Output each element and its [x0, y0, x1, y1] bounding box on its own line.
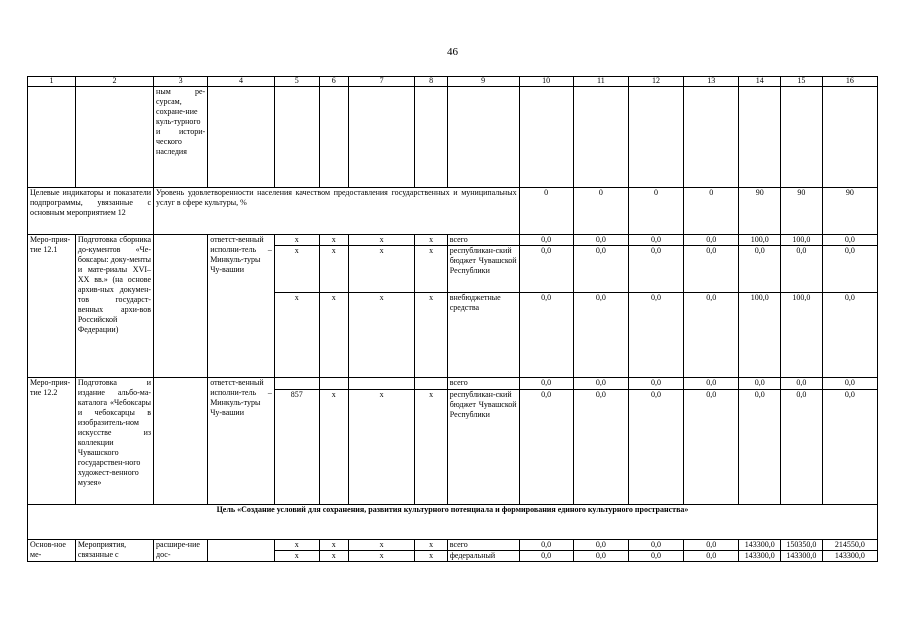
value-cell: 0,0 — [628, 551, 683, 562]
column-number: 13 — [684, 77, 739, 87]
code-cell: x — [319, 540, 348, 551]
value-cell: 0,0 — [628, 246, 683, 293]
column-number: 1 — [28, 77, 76, 87]
code-cell: x — [348, 551, 415, 562]
value-cell: 0,0 — [781, 390, 823, 505]
value-cell: 100,0 — [781, 293, 823, 378]
code-cell: x — [274, 293, 319, 378]
continuation-row — [28, 87, 878, 188]
funding-source: республикан-ский бюджет Чувашской Республики — [447, 390, 519, 505]
value-cell: 0,0 — [781, 378, 823, 390]
value-cell: 0,0 — [739, 378, 781, 390]
code-cell — [415, 378, 447, 390]
measure-12-2-description: Подготовка и издание альбо-ма-каталога «Чебоксары и чебоксарцы в изобразитель-ном искусстве из коллекции Чувашского государствен-ного художест-венного музея» — [75, 378, 153, 505]
column-number: 3 — [154, 77, 208, 87]
value-cell: 143300,0 — [781, 551, 823, 562]
column-number: 10 — [519, 77, 573, 87]
code-cell: x — [415, 235, 447, 246]
value-cell: 0,0 — [628, 378, 683, 390]
target-value: 0 — [628, 188, 683, 235]
value-cell: 0,0 — [822, 235, 877, 246]
goal-heading: Цель «Создание условий для сохранения, развития культурного потенциала и формирования единого культурного пространства» — [28, 505, 878, 540]
value-cell: 0,0 — [573, 540, 628, 551]
page-number: 46 — [447, 46, 458, 58]
value-cell: 0,0 — [684, 540, 739, 551]
code-cell: x — [415, 551, 447, 562]
value-cell: 0,0 — [822, 378, 877, 390]
main-measure-title: Основ-ное ме- — [28, 540, 76, 562]
code-cell — [348, 378, 415, 390]
code-cell: x — [348, 293, 415, 378]
targets-text: Уровень удовлетворенности населения качеством предоставления государственных и муниципальных услуг в сфере культуры, % — [154, 188, 520, 235]
budget-table — [27, 76, 878, 562]
code-cell: x — [319, 235, 348, 246]
value-cell: 0,0 — [573, 235, 628, 246]
funding-source: всего — [447, 378, 519, 390]
value-cell: 0,0 — [684, 378, 739, 390]
value-cell: 100,0 — [739, 293, 781, 378]
code-cell: x — [348, 235, 415, 246]
value-cell: 100,0 — [781, 235, 823, 246]
target-value: 0 — [519, 188, 573, 235]
goal-row — [28, 505, 878, 540]
value-cell: 0,0 — [684, 235, 739, 246]
value-cell: 0,0 — [628, 293, 683, 378]
value-cell: 150350,0 — [781, 540, 823, 551]
code-cell — [319, 378, 348, 390]
value-cell: 0,0 — [684, 390, 739, 505]
value-cell: 143300,0 — [739, 540, 781, 551]
target-value: 90 — [739, 188, 781, 235]
column-number: 7 — [348, 77, 415, 87]
target-value: 0 — [573, 188, 628, 235]
value-cell: 0,0 — [519, 235, 573, 246]
targets-label: Целевые индикаторы и показатели подпрограммы, увязанные с основным мероприятием 12 — [28, 188, 154, 235]
value-cell: 100,0 — [739, 235, 781, 246]
column-number: 9 — [447, 77, 519, 87]
funding-source: всего — [447, 235, 519, 246]
target-value: 90 — [822, 188, 877, 235]
value-cell: 0,0 — [519, 551, 573, 562]
column-number: 8 — [415, 77, 447, 87]
value-cell: 0,0 — [519, 540, 573, 551]
value-cell: 0,0 — [684, 293, 739, 378]
main-measure-description: Мероприятия, связанные с — [75, 540, 153, 562]
code-cell: x — [348, 390, 415, 505]
value-cell: 0,0 — [684, 246, 739, 293]
measure-12-1-description: Подготовка сборника до-кументов «Че-боксары: доку-менты и мате-риалы XVI–XX вв.» (на основе архив-ных докумен-тов государст-венных архи-вов Российской Федерации) — [75, 235, 153, 378]
code-cell: x — [415, 540, 447, 551]
column-number: 12 — [628, 77, 683, 87]
code-cell: x — [319, 293, 348, 378]
measure-12-2-title: Меро-прия-тие 12.2 — [28, 378, 76, 505]
targets-row — [28, 188, 878, 235]
value-cell: 0,0 — [822, 293, 877, 378]
column-number: 5 — [274, 77, 319, 87]
code-cell: x — [319, 551, 348, 562]
code-cell — [274, 378, 319, 390]
value-cell: 0,0 — [573, 378, 628, 390]
code-cell: x — [348, 540, 415, 551]
code-cell: x — [415, 293, 447, 378]
code-cell: x — [319, 246, 348, 293]
value-cell: 0,0 — [781, 246, 823, 293]
column-number: 2 — [75, 77, 153, 87]
measure-12-1-executor: ответст-венный исполни-тель – Минкуль-туры Чу-вашии — [208, 235, 275, 378]
code-cell: x — [415, 246, 447, 293]
value-cell: 0,0 — [628, 235, 683, 246]
funding-source: внебюджетные средства — [447, 293, 519, 378]
column-number: 4 — [208, 77, 275, 87]
value-cell: 0,0 — [573, 246, 628, 293]
code-cell: x — [274, 551, 319, 562]
column-number: 16 — [822, 77, 877, 87]
value-cell: 0,0 — [573, 390, 628, 505]
value-cell: 0,0 — [573, 551, 628, 562]
code-cell: x — [274, 540, 319, 551]
measure-12-2-executor: ответст-венный исполни-тель – Минкуль-туры Чу-вашии — [208, 378, 275, 505]
value-cell: 0,0 — [628, 390, 683, 505]
value-cell: 0,0 — [519, 246, 573, 293]
value-cell: 143300,0 — [739, 551, 781, 562]
main-measure-row — [28, 540, 878, 551]
target-value: 90 — [781, 188, 823, 235]
value-cell: 0,0 — [739, 246, 781, 293]
code-cell: x — [274, 246, 319, 293]
code-cell: x — [319, 390, 348, 505]
code-cell: 857 — [274, 390, 319, 505]
target-value: 0 — [684, 188, 739, 235]
column-number: 14 — [739, 77, 781, 87]
value-cell: 0,0 — [519, 293, 573, 378]
value-cell: 0,0 — [628, 540, 683, 551]
value-cell: 214550,0 — [822, 540, 877, 551]
value-cell: 0,0 — [739, 390, 781, 505]
measure-12-1-row — [28, 235, 878, 246]
continuation-text: ным ре-сурсам, сохране-ние куль-турного и истори-ческого наследия — [154, 87, 208, 188]
value-cell: 0,0 — [822, 246, 877, 293]
value-cell: 0,0 — [573, 293, 628, 378]
column-number: 6 — [319, 77, 348, 87]
code-cell: x — [274, 235, 319, 246]
code-cell: x — [348, 246, 415, 293]
measure-12-2-row — [28, 378, 878, 390]
header-row — [28, 77, 878, 87]
funding-source: федеральный — [447, 551, 519, 562]
column-number: 11 — [573, 77, 628, 87]
value-cell: 0,0 — [519, 378, 573, 390]
measure-12-1-title: Меро-прия-тие 12.1 — [28, 235, 76, 378]
value-cell: 0,0 — [519, 390, 573, 505]
funding-source: республикан-ский бюджет Чувашской Республики — [447, 246, 519, 293]
value-cell: 0,0 — [822, 390, 877, 505]
value-cell: 0,0 — [684, 551, 739, 562]
column-number: 15 — [781, 77, 823, 87]
value-cell: 143300,0 — [822, 551, 877, 562]
funding-source: всего — [447, 540, 519, 551]
code-cell: x — [415, 390, 447, 505]
main-measure-goal: расшире-ние дос- — [154, 540, 208, 562]
